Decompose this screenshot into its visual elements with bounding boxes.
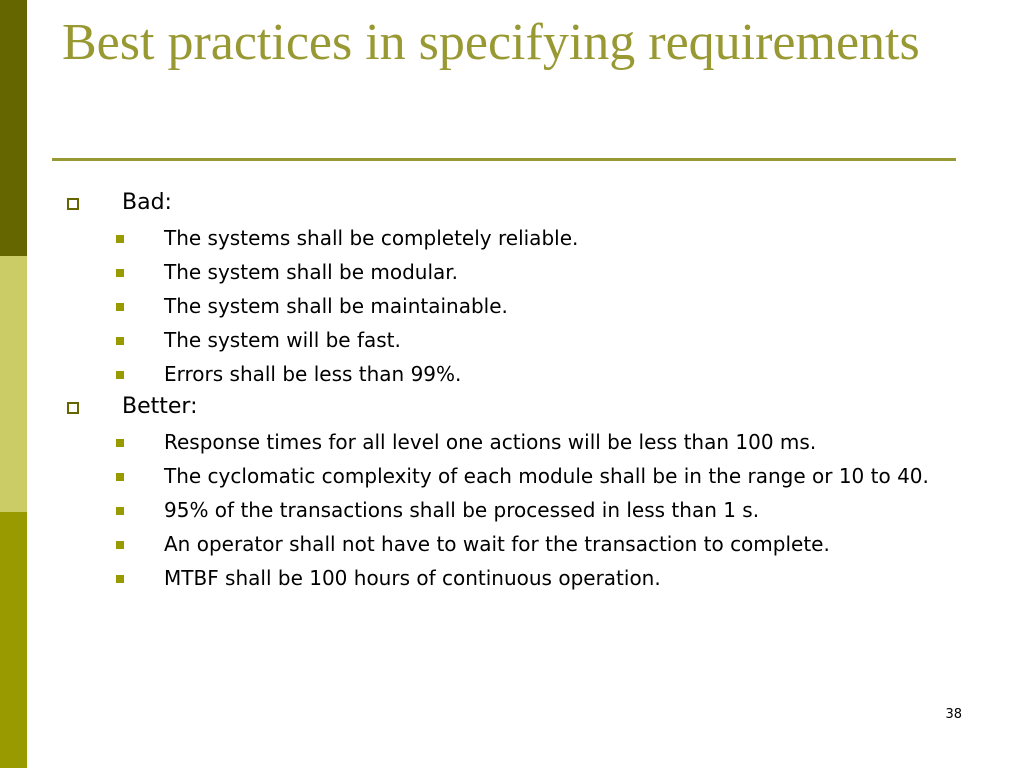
list-item-text: The system shall be modular.: [164, 260, 459, 284]
list-item-text: 95% of the transactions shall be processed in less than 1 s.: [164, 498, 760, 522]
list-item: [60, 327, 960, 354]
list-item: [60, 531, 960, 558]
list-item-text: The system shall be maintainable.: [164, 294, 508, 318]
square-bullet-icon: [116, 507, 124, 515]
list-item-text: The systems shall be completely reliable.: [164, 226, 579, 250]
square-bullet-icon: [116, 269, 124, 277]
square-bullet-icon: [116, 473, 124, 481]
square-bullet-icon: [116, 541, 124, 549]
title-divider: [52, 158, 956, 161]
square-bullet-icon: [116, 371, 124, 379]
list-item: [60, 463, 960, 490]
square-bullet-icon: [116, 337, 124, 345]
section-heading-label: Bad:: [122, 190, 172, 215]
slide-title: Best practices in specifying requirements: [62, 14, 920, 71]
side-bar-dark: [0, 0, 27, 256]
hollow-square-bullet-icon: [67, 402, 79, 414]
section-heading-label: Better:: [122, 394, 198, 419]
list-item-text: MTBF shall be 100 hours of continuous operation.: [164, 566, 661, 590]
list-item-text: The system will be fast.: [164, 328, 401, 352]
list-item-text: Errors shall be less than 99%.: [164, 362, 462, 386]
list-item: [60, 259, 960, 286]
square-bullet-icon: [116, 303, 124, 311]
list-item-text: The cyclomatic complexity of each module shall be in the range or 10 to 40.: [164, 464, 929, 488]
list-item: [60, 361, 960, 388]
list-item-text: An operator shall not have to wait for the transaction to complete.: [164, 532, 830, 556]
side-bar-light: [0, 256, 27, 512]
square-bullet-icon: [116, 235, 124, 243]
hollow-square-bullet-icon: [67, 198, 79, 210]
list-item: [60, 225, 960, 252]
side-bar-olive: [0, 512, 27, 768]
list-item: [60, 497, 960, 524]
page-number: 38: [945, 707, 962, 722]
section-heading-better: [60, 392, 960, 422]
list-item-text: Response times for all level one actions will be less than 100 ms.: [164, 430, 817, 454]
slide-body: [60, 184, 960, 592]
square-bullet-icon: [116, 439, 124, 447]
square-bullet-icon: [116, 575, 124, 583]
list-item: [60, 565, 960, 592]
list-item: [60, 293, 960, 320]
section-heading-bad: [60, 188, 960, 218]
list-item: [60, 429, 960, 456]
